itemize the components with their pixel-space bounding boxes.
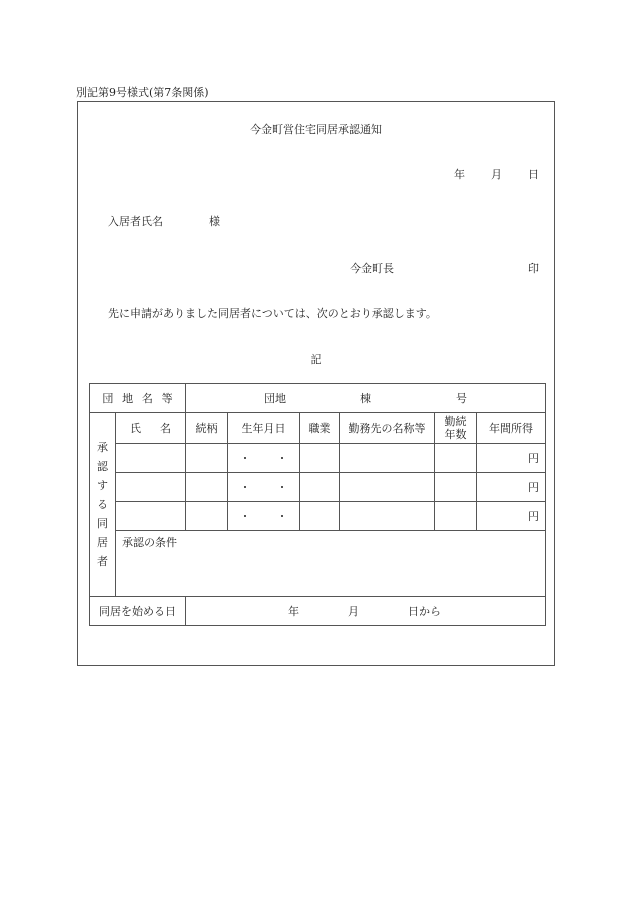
side-label-char: 認	[97, 460, 108, 473]
income-cell[interactable]	[477, 473, 546, 502]
yen-unit: 円	[528, 481, 539, 494]
danchi-row	[90, 384, 546, 413]
danchi-value-number: 号	[456, 392, 467, 405]
body-text: 先に申請がありました同居者については、次のとおり承認します。	[108, 307, 437, 320]
workplace-cell[interactable]	[340, 473, 435, 502]
name-cell[interactable]	[116, 444, 186, 473]
workplace-cell[interactable]	[340, 502, 435, 531]
years-cell[interactable]	[435, 473, 477, 502]
start-date-month: 月	[348, 605, 359, 618]
income-cell[interactable]	[477, 444, 546, 473]
occupation-cell[interactable]	[300, 444, 340, 473]
form-number: 別記第9号様式(第7条関係)	[76, 86, 209, 99]
col-header-name-a: 氏	[130, 422, 141, 435]
danchi-value-building: 棟	[360, 392, 371, 405]
relation-cell[interactable]	[186, 473, 228, 502]
col-header-birthdate: 生年月日	[228, 413, 300, 444]
col-header-name	[116, 413, 186, 444]
resident-line	[108, 213, 220, 229]
birthdate-cell[interactable]	[228, 502, 300, 531]
date-year: 年	[454, 168, 465, 181]
cohabitant-side-label	[90, 413, 116, 597]
date-month: 月	[491, 168, 502, 181]
col-header-workplace: 勤務先の名称等	[340, 413, 435, 444]
date-separator: ・	[276, 510, 288, 523]
ki-heading: 記	[310, 353, 322, 366]
date-separator: ・	[239, 481, 251, 494]
workplace-cell[interactable]	[340, 444, 435, 473]
date-day: 日	[528, 168, 539, 181]
col-header-occupation: 職業	[300, 413, 340, 444]
col-header-annual-income: 年間所得	[477, 413, 546, 444]
danchi-value-danchi: 団地	[264, 392, 286, 405]
column-header-row	[90, 413, 546, 444]
document-title: 今金町営住宅同居承認通知	[250, 123, 382, 136]
approval-conditions-cell[interactable]	[116, 531, 546, 597]
side-label-char: 居	[97, 536, 108, 549]
yen-unit: 円	[528, 452, 539, 465]
side-label-char: る	[97, 498, 108, 511]
relation-cell[interactable]	[186, 502, 228, 531]
yen-unit: 円	[528, 510, 539, 523]
occupation-cell[interactable]	[300, 473, 340, 502]
date-separator: ・	[239, 452, 251, 465]
relation-cell[interactable]	[186, 444, 228, 473]
side-label-char: 同	[97, 517, 108, 530]
seal-mark: 印	[528, 262, 539, 275]
resident-honorific: 様	[209, 215, 220, 228]
date-line	[454, 166, 539, 182]
mayor-name: 今金町長	[350, 262, 394, 275]
name-cell[interactable]	[116, 473, 186, 502]
start-date-row	[90, 597, 546, 626]
birthdate-cell[interactable]	[228, 473, 300, 502]
col-header-relation: 続柄	[186, 413, 228, 444]
form-frame	[77, 101, 555, 666]
start-date-day: 日から	[408, 605, 441, 618]
years-cell[interactable]	[435, 502, 477, 531]
resident-name-label: 入居者氏名	[108, 215, 163, 228]
conditions-row	[90, 531, 546, 597]
danchi-label-char: 名	[141, 392, 153, 405]
table-row	[90, 444, 546, 473]
birthdate-cell[interactable]	[228, 444, 300, 473]
danchi-label-char: 地	[122, 392, 134, 405]
col-header-years-employed	[435, 413, 477, 444]
side-label-char: す	[97, 479, 108, 492]
danchi-label-char: 等	[161, 392, 173, 405]
col-header-name-b: 名	[160, 422, 171, 435]
date-separator: ・	[276, 452, 288, 465]
date-separator: ・	[276, 481, 288, 494]
danchi-label-cell	[90, 384, 186, 413]
years-cell[interactable]	[435, 444, 477, 473]
start-date-value-cell[interactable]	[186, 597, 546, 626]
table-row	[90, 473, 546, 502]
col-header-years-line1: 勤続	[444, 415, 467, 428]
danchi-value-cell[interactable]	[186, 384, 546, 413]
approval-conditions-label: 承認の条件	[122, 536, 177, 549]
occupation-cell[interactable]	[300, 502, 340, 531]
cohabitant-table	[89, 383, 546, 626]
danchi-label-char: 団	[102, 392, 114, 405]
start-date-year: 年	[288, 605, 299, 618]
side-label-char: 者	[97, 555, 108, 568]
date-separator: ・	[239, 510, 251, 523]
start-date-label: 同居を始める日	[90, 597, 186, 626]
name-cell[interactable]	[116, 502, 186, 531]
table-row	[90, 502, 546, 531]
col-header-years-line2: 年数	[444, 428, 467, 441]
side-label-char: 承	[97, 441, 108, 454]
income-cell[interactable]	[477, 502, 546, 531]
